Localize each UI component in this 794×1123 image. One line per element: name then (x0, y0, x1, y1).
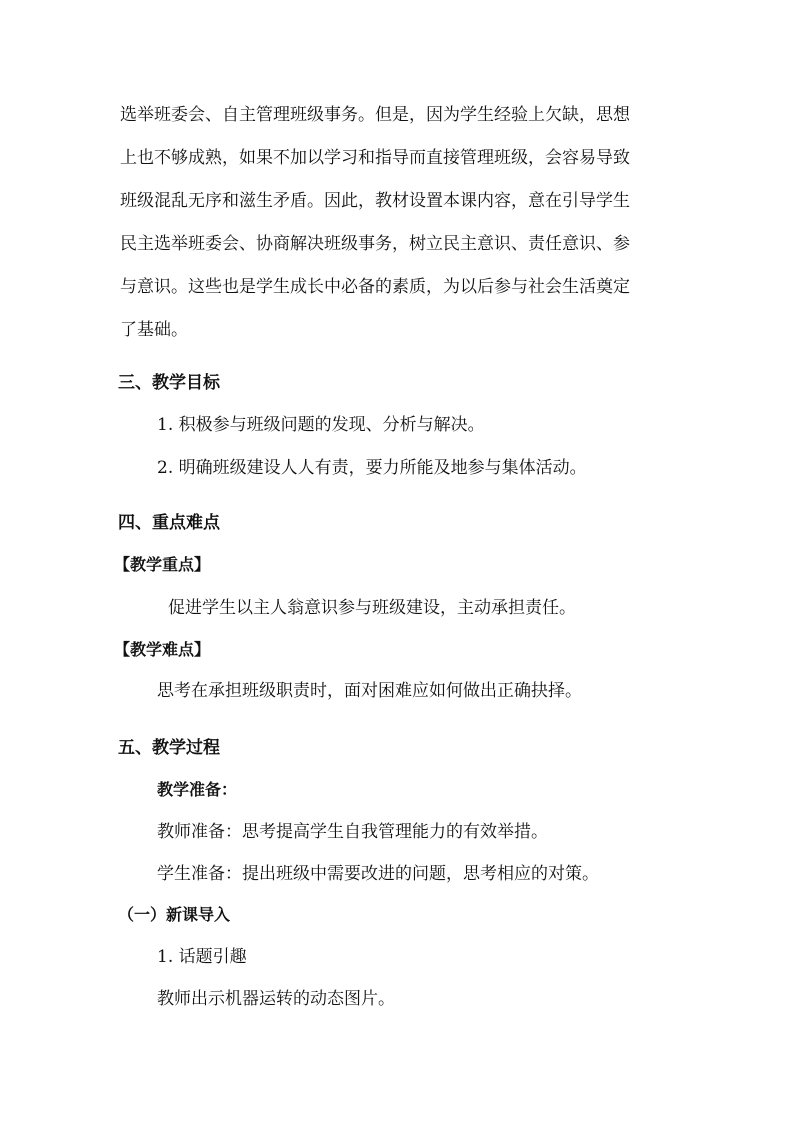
paragraph-line: 民主选举班委会、协商解决班级事务，树立民主意识、责任意识、参 (120, 234, 630, 254)
part1-item1: 1. 话题引趣 (157, 947, 247, 967)
key-point-text: 促进学生以主人翁意识参与班级建设，主动承担责任。 (168, 598, 576, 618)
paragraph-line: 选举班委会、自主管理班级事务。但是，因为学生经验上欠缺，思想 (120, 105, 630, 125)
part1-heading: （一）新课导入 (118, 905, 231, 924)
paragraph-line: 班级混乱无序和滋生矛盾。因此，教材设置本课内容，意在引导学生 (120, 191, 630, 211)
prep-label: 教学准备： (157, 780, 238, 799)
objective-item: 2. 明确班级建设人人有责，要力所能及地参与集体活动。 (157, 458, 587, 478)
objective-item: 1. 积极参与班级问题的发现、分析与解决。 (157, 415, 485, 435)
teacher-prep: 教师准备：思考提高学生自我管理能力的有效举措。 (157, 822, 548, 842)
key-point-label: 【教学重点】 (114, 555, 211, 574)
student-prep: 学生准备：提出班级中需要改进的问题，思考相应的对策。 (157, 864, 599, 884)
section-heading-objectives: 三、教学目标 (118, 373, 220, 393)
section-heading-key-points: 四、重点难点 (118, 513, 220, 533)
part1-item1-text: 教师出示机器运转的动态图片。 (157, 989, 395, 1009)
difficulty-label: 【教学难点】 (114, 640, 211, 659)
section-heading-process: 五、教学过程 (118, 738, 220, 758)
paragraph-line: 与意识。这些也是学生成长中必备的素质，为以后参与社会生活奠定 (120, 277, 630, 297)
paragraph-line: 了基础。 (120, 320, 188, 340)
difficulty-text: 思考在承担班级职责时，面对困难应如何做出正确抉择。 (157, 681, 582, 701)
paragraph-line: 上也不够成熟，如果不加以学习和指导而直接管理班级，会容易导致 (120, 148, 630, 168)
